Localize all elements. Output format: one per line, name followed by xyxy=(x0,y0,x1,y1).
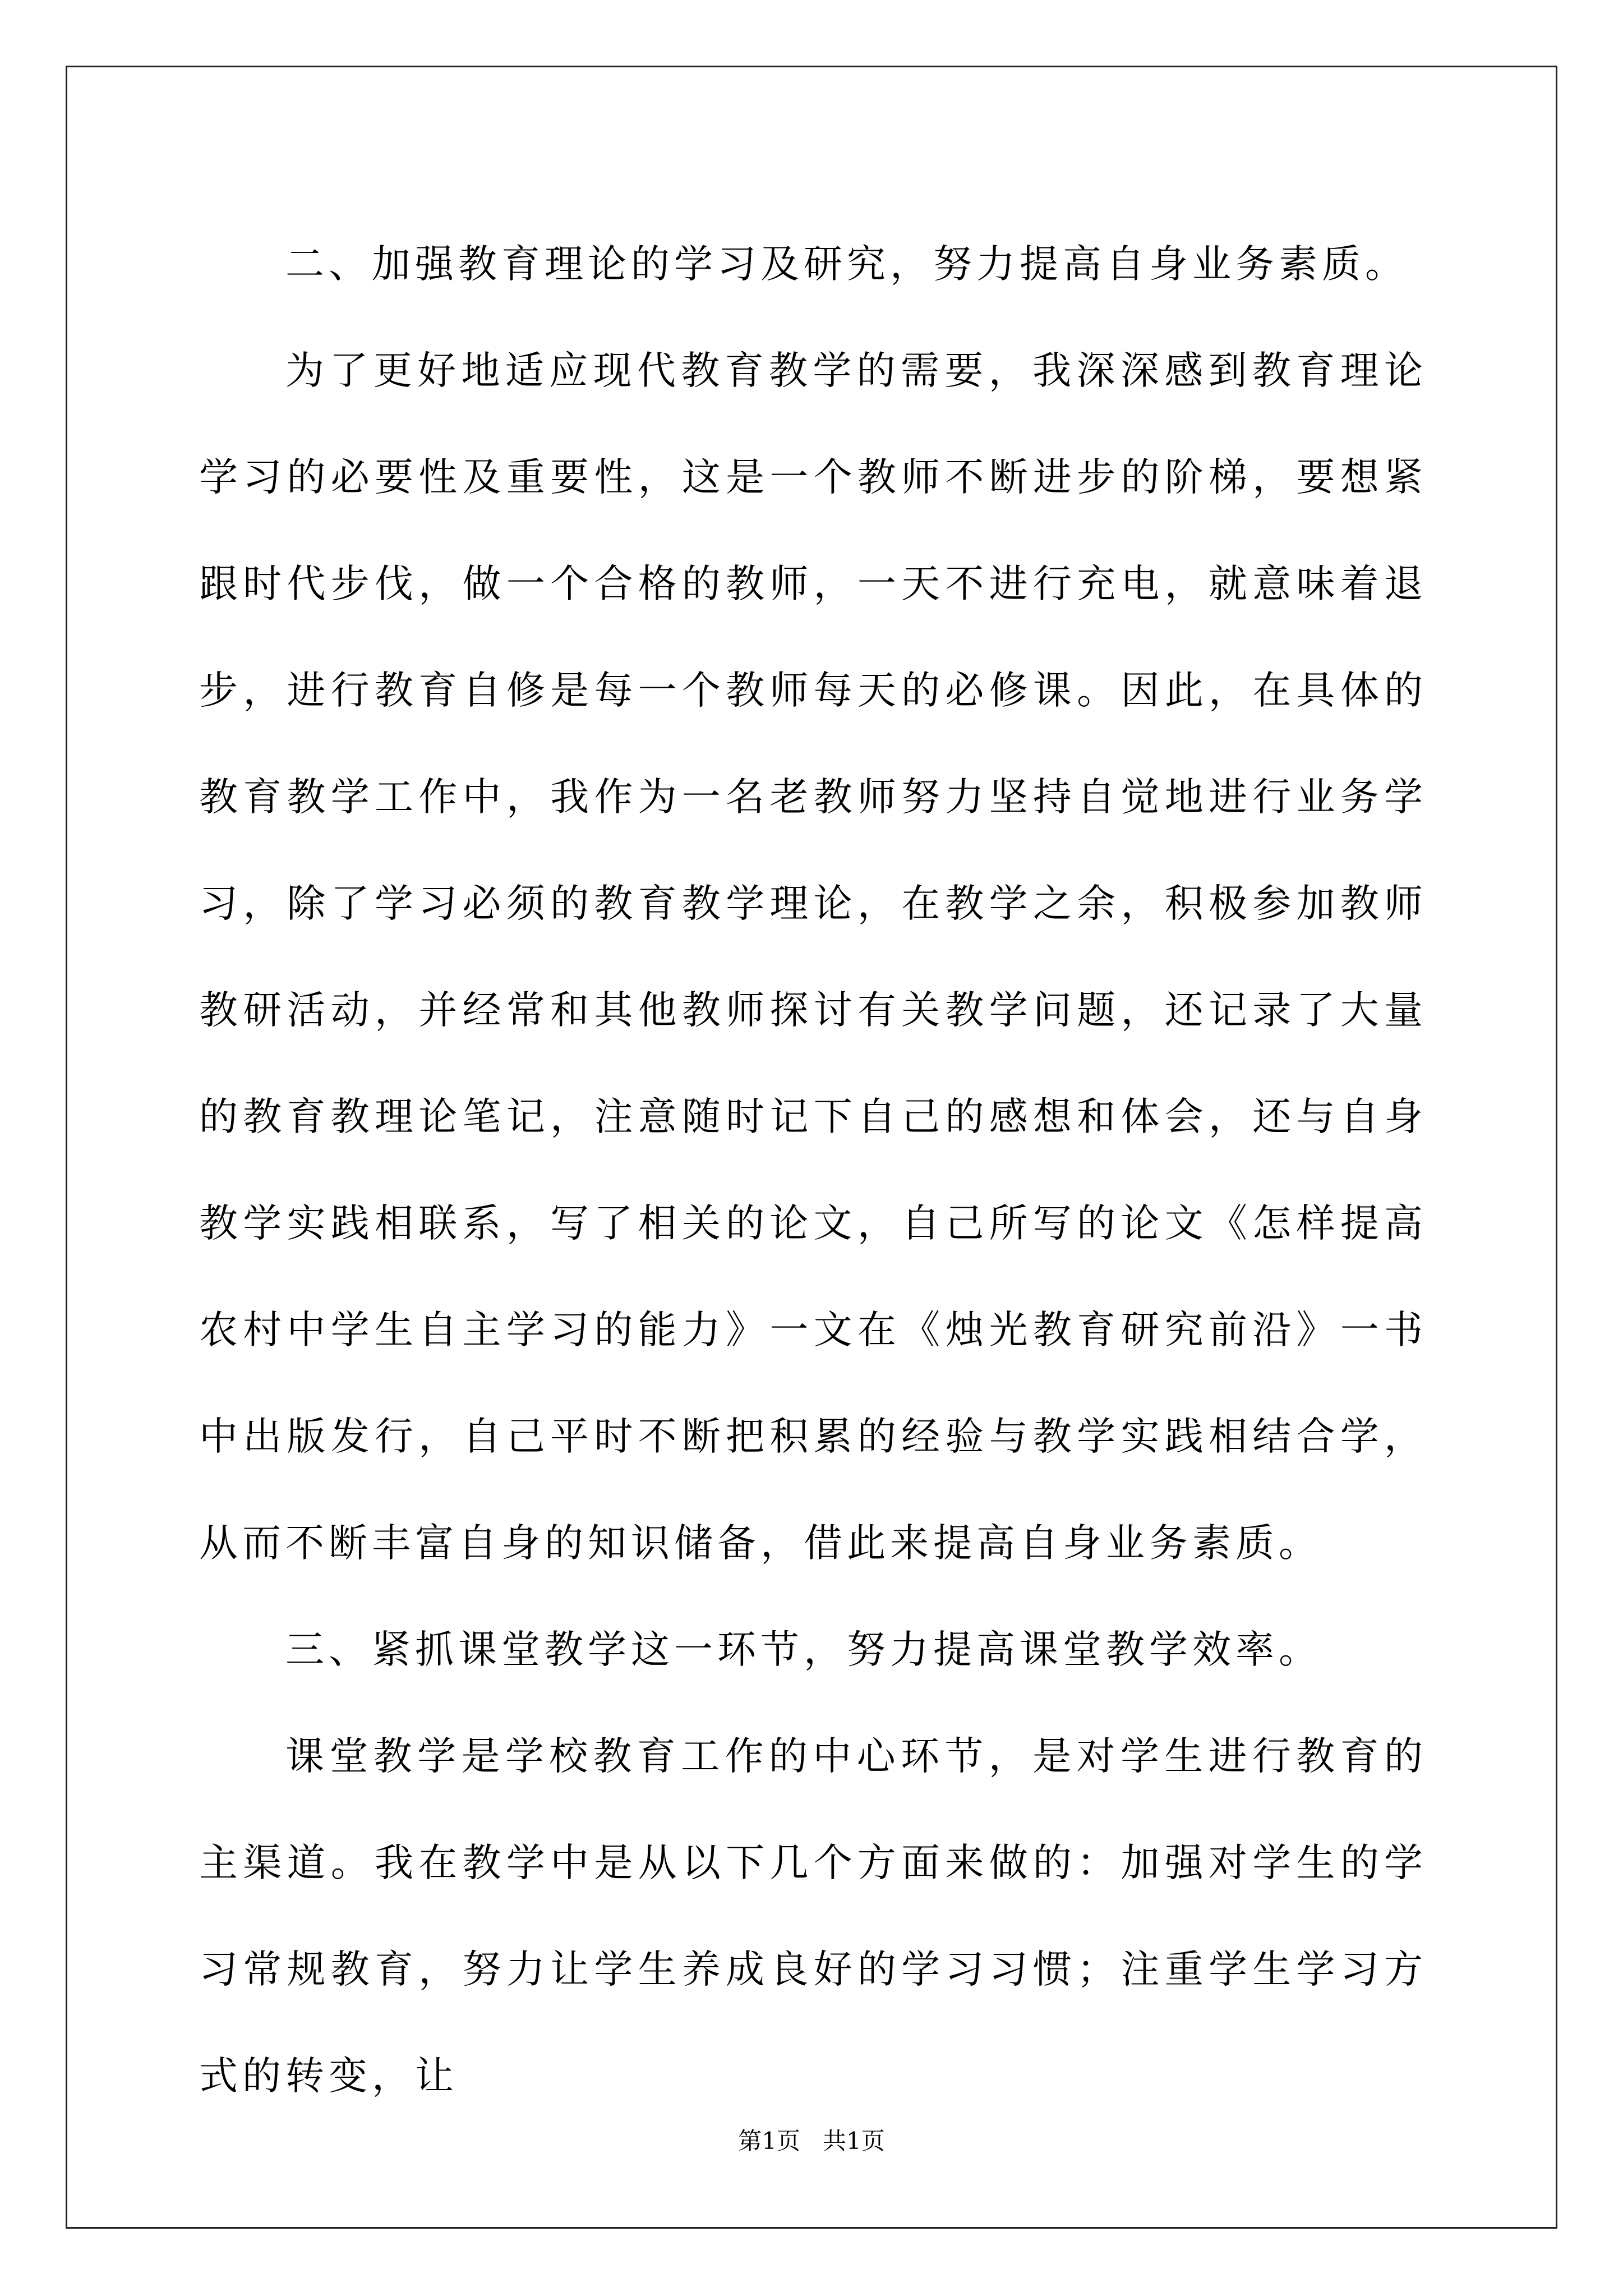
paragraph-classroom-teaching: 课堂教学是学校教育工作的中心环节，是对学生进行教育的主渠道。我在教学中是从以下几个方面来做的：加强对学生的学习常规教育，努力让学生养成良好的学习习惯；注重学生学习方式的转变，让 xyxy=(199,1734,1427,2099)
page-number-footer: 第1页 共1页 xyxy=(738,2127,885,2155)
paragraph-theory-study: 为了更好地适应现代教育教学的需要，我深深感到教育理论学习的必要性及重要性，这是一个教师不断进步的阶梯，要想紧跟时代步伐，做一个合格的教师，一天不进行充电，就意味着退步，进行教育自修是每一个教师每天的必修课。因此，在具体的教育教学工作中，我作为一名老教师努力坚持自觉地进行业务学习，除了学习必须的教育教学理论，在教学之余，积极参加教师教研活动，并经常和其他教师探讨有关教学问题，还记录了大量的教育教理论笔记，注意随时记下自己的感想和体会，还与自身教学实践相联系，写了相关的论文，自己所写的论文《怎样提高农村中学生自主学习的能力》一文在《烛光教育研究前沿》一书中出版发行，自己平时不断把积累的经验与教学实践相结合学，从而不断丰富自身的知识储备，借此来提高自身业务素质。 xyxy=(199,348,1427,1566)
section-heading-3: 三、紧抓课堂教学这一环节，努力提高课堂教学效率。 xyxy=(285,1627,1322,1672)
section-heading-2: 二、加强教育理论的学习及研究，努力提高自身业务素质。 xyxy=(285,242,1408,287)
document-body xyxy=(199,211,1427,2164)
